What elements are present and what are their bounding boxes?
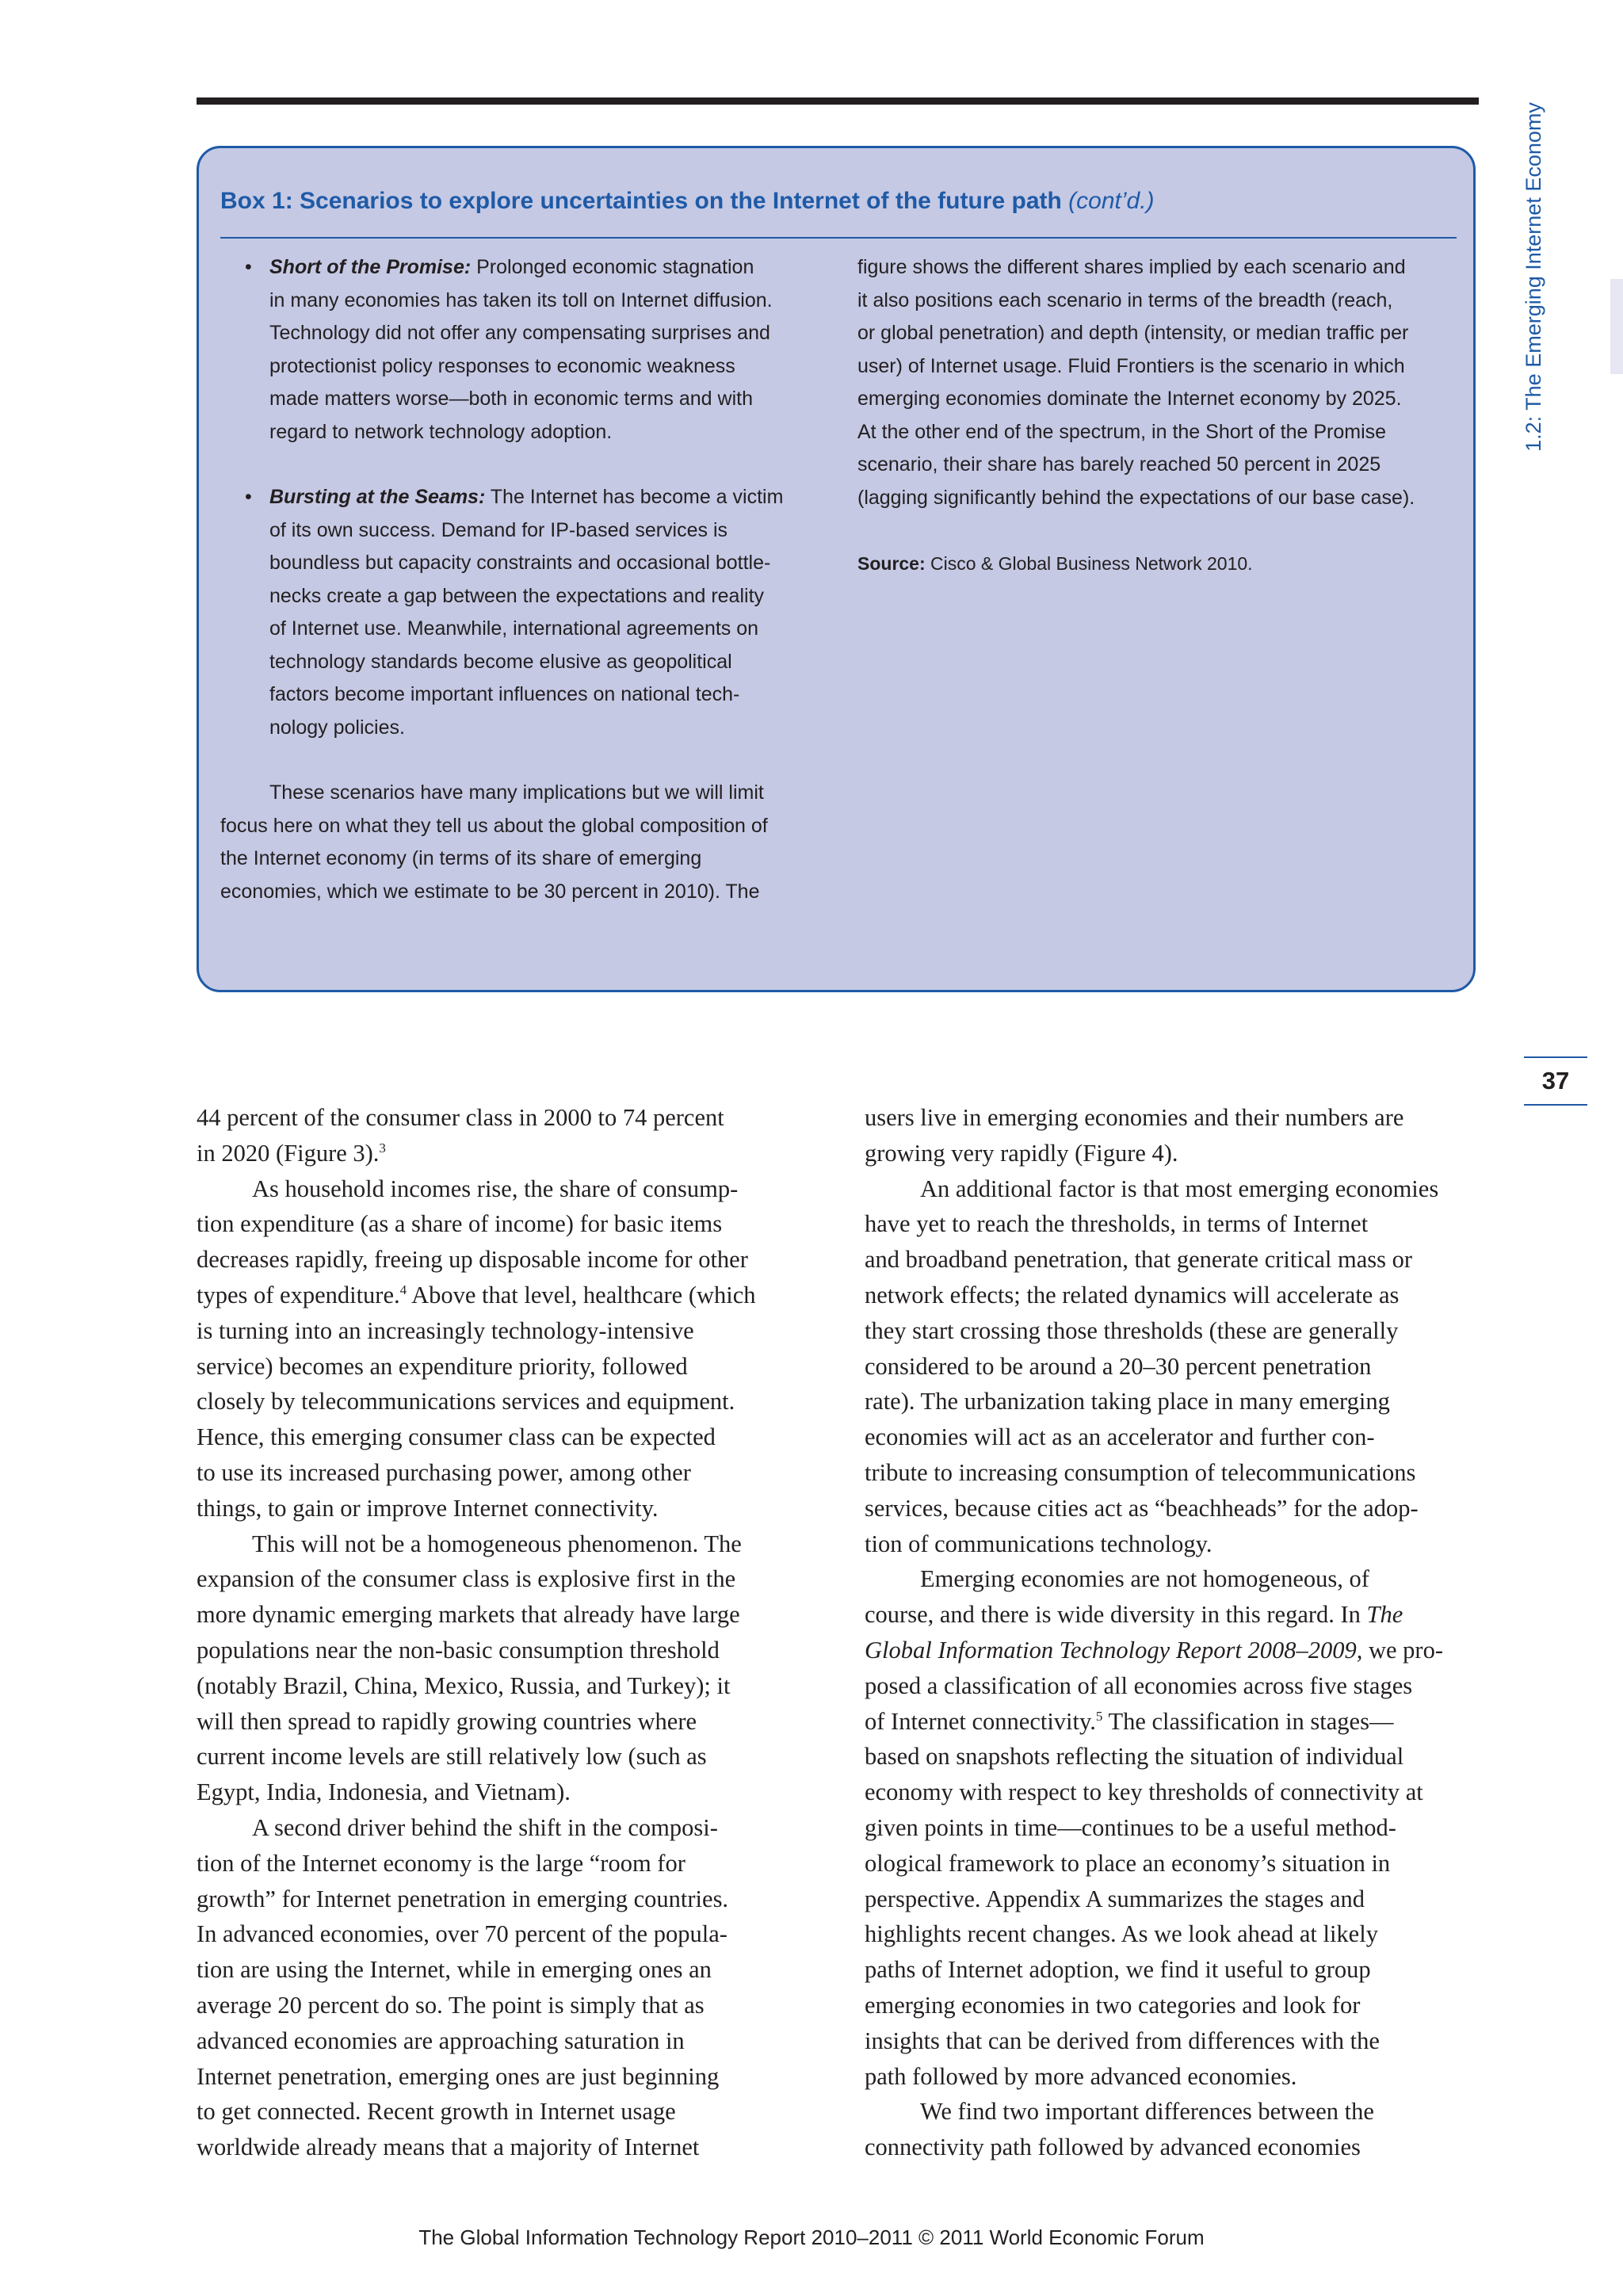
box-title-suffix: (cont’d.) [1068, 188, 1155, 214]
line-text: based on snapshots reflecting the situation of individual [865, 1743, 1404, 1771]
box-right-line: emerging economies dominate the Internet economy by 2025. [857, 388, 1402, 410]
bullet-text: nology policies. [269, 716, 405, 739]
box-bullet-line [269, 613, 831, 646]
line-text: economy with respect to key thresholds of connectivity at [865, 1778, 1423, 1806]
body-text-line [197, 1633, 815, 1668]
line-text: have yet to reach the thresholds, in terms of Internet [865, 1210, 1369, 1238]
body-text-line [197, 1668, 815, 1704]
line-text: tribute to increasing consumption of telecommunications [865, 1458, 1416, 1486]
page-number-rule-bottom [1524, 1104, 1587, 1106]
bullet-title: Bursting at the Seams: [269, 486, 486, 508]
body-text-line [197, 1278, 815, 1313]
body-text-line [197, 2094, 815, 2130]
line-text: considered to be around a 20–30 percent penetration [865, 1352, 1372, 1380]
body-text-line [865, 1171, 1483, 1207]
body-text-line [197, 1881, 815, 1917]
bullet-text: of its own success. Demand for IP-based services is [269, 518, 728, 541]
body-text-line [197, 1704, 815, 1740]
box-bullet-list [220, 251, 831, 744]
line-text: tion are using the Internet, while in emerging ones an [197, 1956, 712, 1984]
body-text-line [865, 1561, 1483, 1597]
box-title: Box 1: Scenarios to explore uncertainties on the Internet of the future path (cont’d.) [220, 188, 1155, 214]
body-text-line [197, 1171, 815, 1207]
line-text: of Internet connectivity. [865, 1707, 1096, 1735]
body-text-line [197, 1775, 815, 1810]
line-text: tion of communications technology. [865, 1530, 1212, 1557]
line-text: services, because cities act as “beachheads” for the adop- [865, 1494, 1419, 1522]
body-text-line [865, 2130, 1483, 2165]
bullet-marker: • [245, 256, 252, 278]
line-text: populations near the non-basic consumption threshold [197, 1636, 720, 1664]
line-text: In advanced economies, over 70 percent of the popula- [197, 1920, 727, 1948]
box-bullet-line [269, 514, 831, 548]
body-text-line [865, 2059, 1483, 2095]
body-text-line [865, 1491, 1483, 1526]
line-text: worldwide already means that a majority of Internet [197, 2134, 700, 2161]
bullet-text: The Internet has become a victim [485, 486, 784, 508]
line-text: highlights recent changes. As we look ahead at likely [865, 1920, 1378, 1948]
body-text-line [865, 1633, 1483, 1668]
body-text-line [865, 1384, 1483, 1419]
box-left-column [220, 251, 831, 908]
body-column-right [865, 1100, 1483, 2165]
body-text-line [197, 2059, 815, 2095]
bullet-title: Short of the Promise: [269, 256, 472, 278]
body-text-line [865, 1313, 1483, 1349]
box-bullet-item [220, 251, 831, 449]
footnote-ref: 5 [1095, 1708, 1103, 1724]
box-right-line: it also positions each scenario in terms of the breadth (reach, [857, 288, 1393, 311]
line-text: Hence, this emerging consumer class can be expected [197, 1423, 716, 1451]
line-text: ological framework to place an economy’s situation in [865, 1849, 1391, 1877]
box-bullet-line [269, 712, 831, 745]
box-bullet-line [269, 580, 831, 613]
line-text: connectivity path followed by advanced economies [865, 2134, 1361, 2161]
top-rule [197, 97, 1479, 105]
line-text: things, to gain or improve Internet connectivity. [197, 1494, 659, 1522]
body-text-line [865, 1349, 1483, 1385]
body-text-line [197, 1739, 815, 1775]
box-right-line: or global penetration) and depth (intensity, or median traffic per [857, 322, 1409, 344]
line-text: and broadband penetration, that generate critical mass or [865, 1246, 1413, 1274]
line-text: they start crossing those thresholds (these are generally [865, 1316, 1399, 1344]
bullet-text: Prolonged economic stagnation [471, 256, 754, 278]
line-text: posed a classification of all economies across five stages [865, 1671, 1413, 1699]
line-text: This will not be a homogeneous phenomenon. The [252, 1530, 742, 1557]
bullet-text: Technology did not offer any compensating surprises and [269, 322, 770, 344]
line-text: network effects; the related dynamics will accelerate as [865, 1281, 1400, 1308]
bullet-text: made matters worse—both in economic terms and with [269, 388, 753, 410]
line-text: is turning into an increasingly technology-intensive [197, 1316, 694, 1344]
body-text-line [865, 1206, 1483, 1242]
body-text-line [197, 1846, 815, 1881]
line-text: given points in time—continues to be a useful method- [865, 1813, 1396, 1841]
box-right-line: scenario, their share has barely reached 50 percent in 2025 [857, 453, 1381, 476]
side-tab-marker [1610, 279, 1623, 374]
body-text-line [865, 1242, 1483, 1278]
box-bullet-line [269, 383, 831, 416]
body-text-line [197, 1455, 815, 1491]
body-text-line [865, 1846, 1483, 1881]
line-text: A second driver behind the shift in the composi- [252, 1813, 718, 1841]
line-text: growth” for Internet penetration in emerging countries. [197, 1885, 729, 1912]
body-text-line [865, 1704, 1483, 1740]
line-text: We find two important differences between the [920, 2098, 1374, 2126]
body-text-line [865, 1775, 1483, 1810]
line-text: to use its increased purchasing power, among other [197, 1458, 691, 1486]
body-text-line [197, 1810, 815, 1846]
body-text-line [865, 1278, 1483, 1313]
body-text-line [197, 2130, 815, 2165]
line-text: Emerging economies are not homogeneous, of [920, 1565, 1369, 1593]
body-text-line [865, 1597, 1483, 1633]
line-text: (notably Brazil, China, Mexico, Russia, and Turkey); it [197, 1671, 731, 1699]
page-footer: The Global Information Technology Report 2010–2011 © 2011 World Economic Forum [418, 2225, 1205, 2249]
line-text: rate). The urbanization taking place in many emerging [865, 1388, 1390, 1415]
box-right-line: user) of Internet usage. Fluid Frontiers is the scenario in which [857, 354, 1405, 377]
body-text-line [197, 1597, 815, 1633]
body-text-line [865, 1455, 1483, 1491]
line-text: Egypt, India, Indonesia, and Vietnam). [197, 1778, 571, 1806]
line-text: will then spread to rapidly growing countries where [197, 1707, 697, 1735]
page-number: 37 [1541, 1067, 1570, 1095]
scenario-box [197, 146, 1476, 992]
bullet-text: boundless but capacity constraints and occasional bottle- [269, 552, 771, 574]
body-text-line [197, 1419, 815, 1455]
line-text: closely by telecommunications services and equipment. [197, 1388, 735, 1415]
body-text-line [865, 1668, 1483, 1704]
box-right-column [857, 251, 1460, 581]
line-text: tion of the Internet economy is the large “room for [197, 1849, 685, 1877]
box-paragraph [220, 777, 831, 908]
line-text: decreases rapidly, freeing up disposable income for other [197, 1246, 748, 1274]
bullet-marker: • [245, 486, 252, 508]
body-text-line [865, 1419, 1483, 1455]
body-column-left [197, 1100, 815, 2165]
footnote-ref: 3 [379, 1140, 386, 1156]
box-bullet-line [269, 481, 831, 514]
line-text: average 20 percent do so. The point is simply that as [197, 1991, 705, 2019]
bullet-text: technology standards become elusive as geopolitical [269, 650, 732, 673]
line-text: users live in emerging economies and their numbers are [865, 1104, 1404, 1131]
box-bullet-line [269, 547, 831, 580]
box-source: Source: Cisco & Global Business Network 2010. [857, 553, 1253, 574]
body-text-line [865, 1100, 1483, 1136]
line-text-continued: we pro- [1362, 1636, 1443, 1664]
line-text: course, and there is wide diversity in this regard. In [865, 1601, 1367, 1629]
box-bullet-line [269, 350, 831, 384]
line-text: Internet penetration, emerging ones are just beginning [197, 2062, 720, 2090]
box-paragraph-line: economies, which we estimate to be 30 percent in 2010). The [220, 880, 760, 903]
line-text: to get connected. Recent growth in Internet usage [197, 2098, 676, 2126]
box-paragraph-line: focus here on what they tell us about the global composition of [220, 814, 768, 837]
bullet-text: factors become important influences on national tech- [269, 683, 740, 705]
box-paragraph-line: These scenarios have many implications but we will limit [269, 781, 764, 804]
line-text: more dynamic emerging markets that already have large [197, 1601, 740, 1629]
box-bullet-line [269, 678, 831, 712]
box-bullet-line [269, 285, 831, 318]
body-text-line [197, 1313, 815, 1349]
box-right-line: (lagging significantly behind the expectations of our base case). [857, 486, 1415, 509]
section-side-tab: 1.2: The Emerging Internet Economy [1521, 102, 1545, 452]
body-text-line [197, 1916, 815, 1952]
italic-title: The [1366, 1601, 1403, 1629]
box-right-line: figure shows the different shares implied by each scenario and [857, 256, 1406, 278]
line-text: perspective. Appendix A summarizes the stages and [865, 1885, 1365, 1912]
box-bullet-line [269, 416, 831, 449]
line-text-continued: The classification in stages— [1102, 1707, 1394, 1735]
body-text-line [197, 1206, 815, 1242]
line-text: advanced economies are approaching saturation in [197, 2027, 685, 2054]
body-text-line [865, 1881, 1483, 1917]
box-title-rule [220, 237, 1457, 239]
body-text-line [865, 1916, 1483, 1952]
body-text-line [197, 1349, 815, 1385]
body-text-line [197, 1561, 815, 1597]
box-bullet-line [269, 317, 831, 350]
body-text-line [865, 1526, 1483, 1562]
line-text: growing very rapidly (Figure 4). [865, 1139, 1178, 1167]
line-text: path followed by more advanced economies. [865, 2062, 1297, 2090]
body-text-line [197, 1242, 815, 1278]
line-text: tion expenditure (as a share of income) for basic items [197, 1210, 723, 1238]
line-text: emerging economies in two categories and look for [865, 1991, 1361, 2019]
box-right-line: At the other end of the spectrum, in the Short of the Promise [857, 420, 1387, 443]
body-text-line [865, 2023, 1483, 2059]
italic-title: Global Information Technology Report 2008–2009, [865, 1636, 1363, 1664]
line-text: expansion of the consumer class is explosive first in the [197, 1565, 736, 1593]
body-text-line [197, 1526, 815, 1562]
body-text-line [865, 1952, 1483, 1988]
bullet-text: of Internet use. Meanwhile, international agreements on [269, 617, 759, 640]
box-bullet-line [269, 646, 831, 679]
line-text: paths of Internet adoption, we find it useful to group [865, 1956, 1371, 1984]
bullet-text: regard to network technology adoption. [269, 420, 613, 443]
box-bullet-line [269, 251, 831, 285]
bullet-text: in many economies has taken its toll on Internet diffusion. [269, 288, 773, 311]
body-text-line [865, 1988, 1483, 2023]
body-text-line [197, 1384, 815, 1419]
line-text: An additional factor is that most emerging economies [920, 1175, 1439, 1202]
line-text: types of expenditure. [197, 1281, 400, 1308]
line-text: in 2020 (Figure 3). [197, 1139, 380, 1167]
line-text: economies will act as an accelerator and further con- [865, 1423, 1375, 1451]
line-text-continued: Above that level, healthcare (which [407, 1281, 756, 1308]
line-text: As household incomes rise, the share of consump- [252, 1175, 739, 1202]
body-text-line [197, 1100, 815, 1136]
page-number-rule-top [1524, 1056, 1587, 1058]
body-text-line [197, 1136, 815, 1171]
line-text: current income levels are still relatively low (such as [197, 1743, 707, 1771]
body-text-line [197, 1952, 815, 1988]
body-text-line [865, 1136, 1483, 1171]
bullet-text: necks create a gap between the expectations and reality [269, 584, 765, 607]
footnote-ref: 4 [399, 1282, 407, 1297]
line-text: service) becomes an expenditure priority, followed [197, 1352, 688, 1380]
body-text-line [865, 1739, 1483, 1775]
line-text: insights that can be derived from differences with the [865, 2027, 1380, 2054]
line-text: 44 percent of the consumer class in 2000 to 74 percent [197, 1104, 724, 1131]
box-bullet-item [220, 481, 831, 744]
box-right-text [857, 251, 1460, 514]
bullet-text: protectionist policy responses to economic weakness [269, 354, 735, 377]
body-text-line [197, 2023, 815, 2059]
body-text-line [197, 1988, 815, 2023]
body-text-line [865, 2094, 1483, 2130]
body-text-line [865, 1810, 1483, 1846]
box-paragraph-line: the Internet economy (in terms of its share of emerging [220, 847, 702, 869]
body-text-line [197, 1491, 815, 1526]
